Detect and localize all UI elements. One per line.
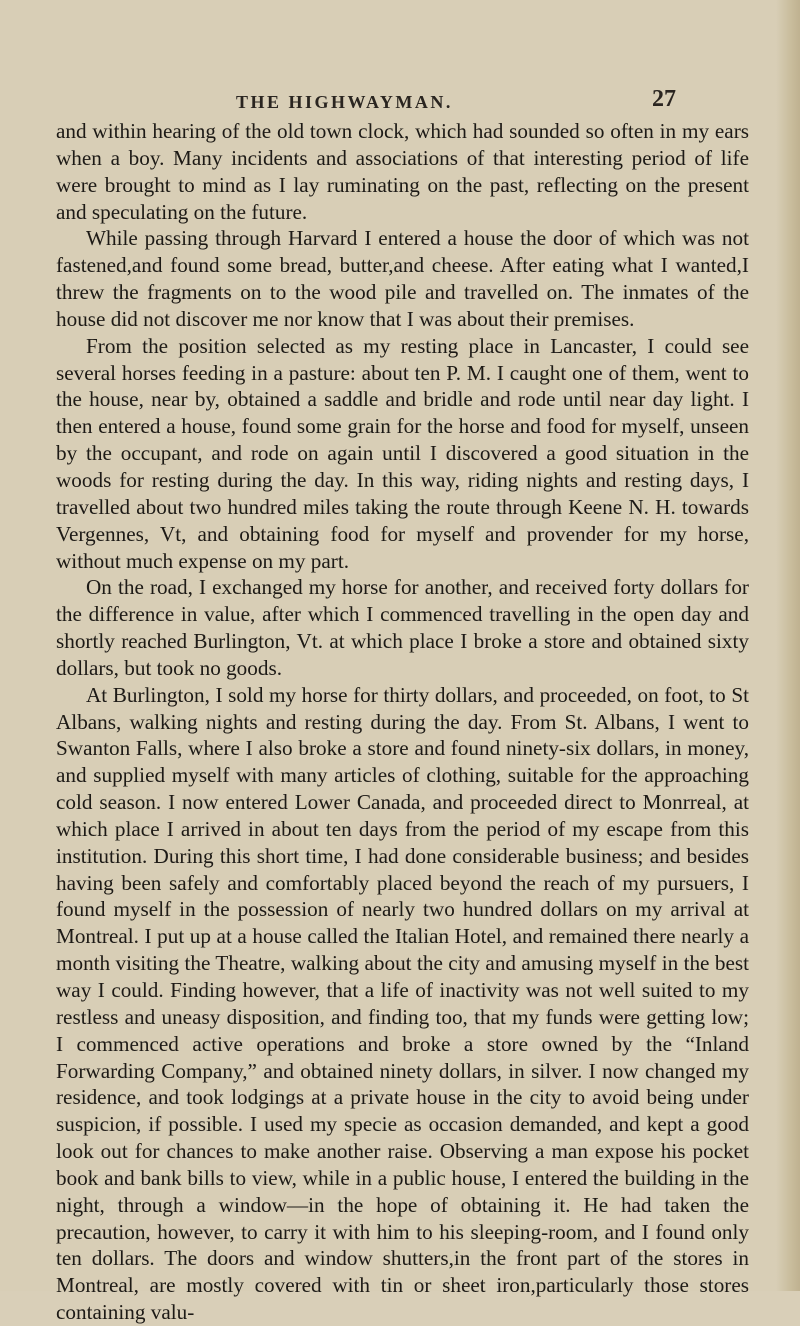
paragraph: On the road, I exchanged my horse for another, and received forty dollars for the difference in value, after which I commenced travelling in the open day and shortly reached Burlington, Vt. at which place I broke a store and obtained sixty dollars, but took no goods. (56, 575, 749, 680)
paragraph: At Burlington, I sold my horse for thirty dollars, and proceeded, on foot, to St Albans, walking nights and resting during the day. From St. Albans, I went to Swanton Falls, where I also broke a store and found ninety-six dollars, in money, and supplied myself with many articles of clothing, suitable for the approaching cold season. I now entered Lower Canada, and proceeded direct to Monrreal, at which place I arrived in about ten days from the period of my escape from this institution. During this short time, I had done considerable business; and besides having been safely and comfortably placed beyond the reach of my pursuers, I found myself in the possession of nearly two hundred dollars on my arrival at Montreal. I put up at a house called the Italian Hotel, and remained there nearly a month visiting the Theatre, walking about the city and amusing myself in the best way I could. Finding however, that a life of inactivity was not well suited to my restless and uneasy disposition, and finding too, that my funds were getting low; I commenced active operations and broke a store owned by the “Inland Forwarding Company,” and obtained ninety dollars, in silver. I now changed my residence, and took lodgings at a private house in the city to avoid being under suspicion, if possible. I used my specie as occasion demanded, and kept a good look out for chances to make another raise. Observing a man expose his pocket book and bank bills to view, while in a public house, I entered the building in the night, through a window—in the hope of obtaining it. He had taken the precaution, however, to carry it with him to his sleeping-room, and I found only ten dollars. The doors and window shutters,in the front part of the stores in Montreal, are mostly covered with tin or sheet iron,particularly those stores containing valu- (56, 682, 749, 1325)
paragraph: and within hearing of the old town clock, which had sounded so often in my ears when a boy. Many incidents and associations of that interesting period of life were brought to mind as I lay ruminating on the past, reflecting on the present and speculating on the future. (56, 119, 749, 224)
page-number: 27 (652, 86, 676, 112)
body-text (56, 118, 749, 1326)
paragraph: While passing through Harvard I entered a house the door of which was not fastened,and found some bread, butter,and cheese. After eating what I wanted,I threw the fragments on to the wood pile and travelled on. The inmates of the house did not discover me nor know that I was about their premises. (56, 226, 749, 331)
page-header (236, 86, 676, 116)
running-head: THE HIGHWAYMAN. (236, 92, 453, 112)
page-edge-shadow (776, 0, 800, 1291)
paragraph: From the position selected as my resting place in Lancaster, I could see several horses feeding in a pasture: about ten P. M. I caught one of them, went to the house, near by, obtained a saddle and bridle and rode until near day light. I then entered a house, found some grain for the horse and food for myself, unseen by the occupant, and rode on again until I discovered a good situation in the woods for resting during the day. In this way, riding nights and resting days, I travelled about two hundred miles taking the route through Keene N. H. towards Vergennes, Vt, and obtaining food for myself and provender for my horse, without much expense on my part. (56, 333, 749, 573)
